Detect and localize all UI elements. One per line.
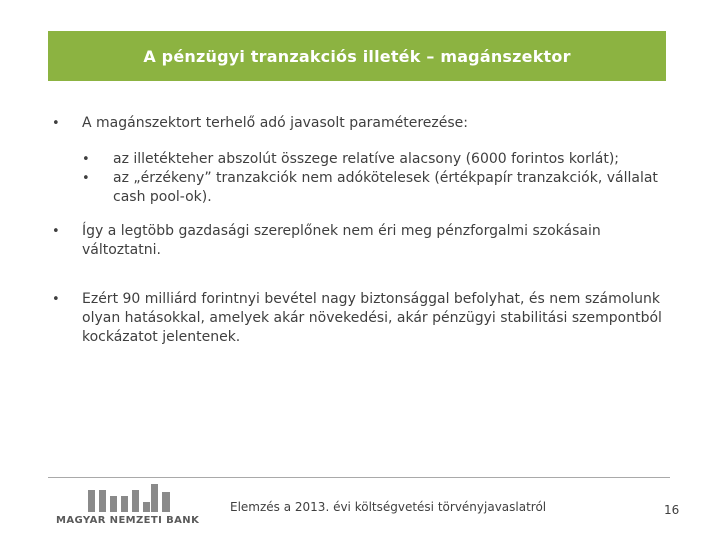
sub-bullet-text: az illetékteher abszolút összege relatíve alacsony (6000 forintos korlát); [113,151,619,167]
mnb-logo [56,484,206,532]
mnb-logo-bars-icon [88,484,172,512]
footer-caption: Elemzés a 2013. évi költségvetési törvényjavaslatról [230,500,547,514]
sub-bullet-marker: • [82,171,90,186]
bullet-item [52,290,672,347]
bullet-item [52,114,672,133]
mnb-logo-text: MAGYAR NEMZETI BANK [56,515,200,526]
slide-title: A pénzügyi tranzakciós illeték – magánszektor [143,46,571,66]
slide-content [52,114,672,347]
bullet-text: Így a legtöbb gazdasági szereplőnek nem éri meg pénzforgalmi szokásain változtatni. [82,223,601,258]
sub-bullet-marker: • [82,152,90,167]
sub-bullet-item [52,169,672,207]
bullet-marker: • [52,116,60,131]
sub-bullet-list [52,150,672,207]
bullet-text: A magánszektort terhelő adó javasolt paraméterezése: [82,115,469,131]
sub-bullet-item [52,150,672,169]
sub-bullet-text: az „érzékeny” tranzakciók nem adókötelesek (értékpapír tranzakciók, vállalat cash pool-ok). [113,170,658,205]
page-number: 16 [664,503,680,517]
bullet-marker: • [52,292,60,307]
footer-divider [48,477,670,478]
slide-title-bar [48,31,666,81]
bullet-text: Ezért 90 milliárd forintnyi bevétel nagy biztonsággal befolyhat, és nem számolunk olyan hatásokkal, amelyek akár növekedési, akár pénzügyi stabilitási szempontból kockázatot jelentenek. [82,291,662,345]
bullet-marker: • [52,224,60,239]
bullet-item [52,222,672,260]
